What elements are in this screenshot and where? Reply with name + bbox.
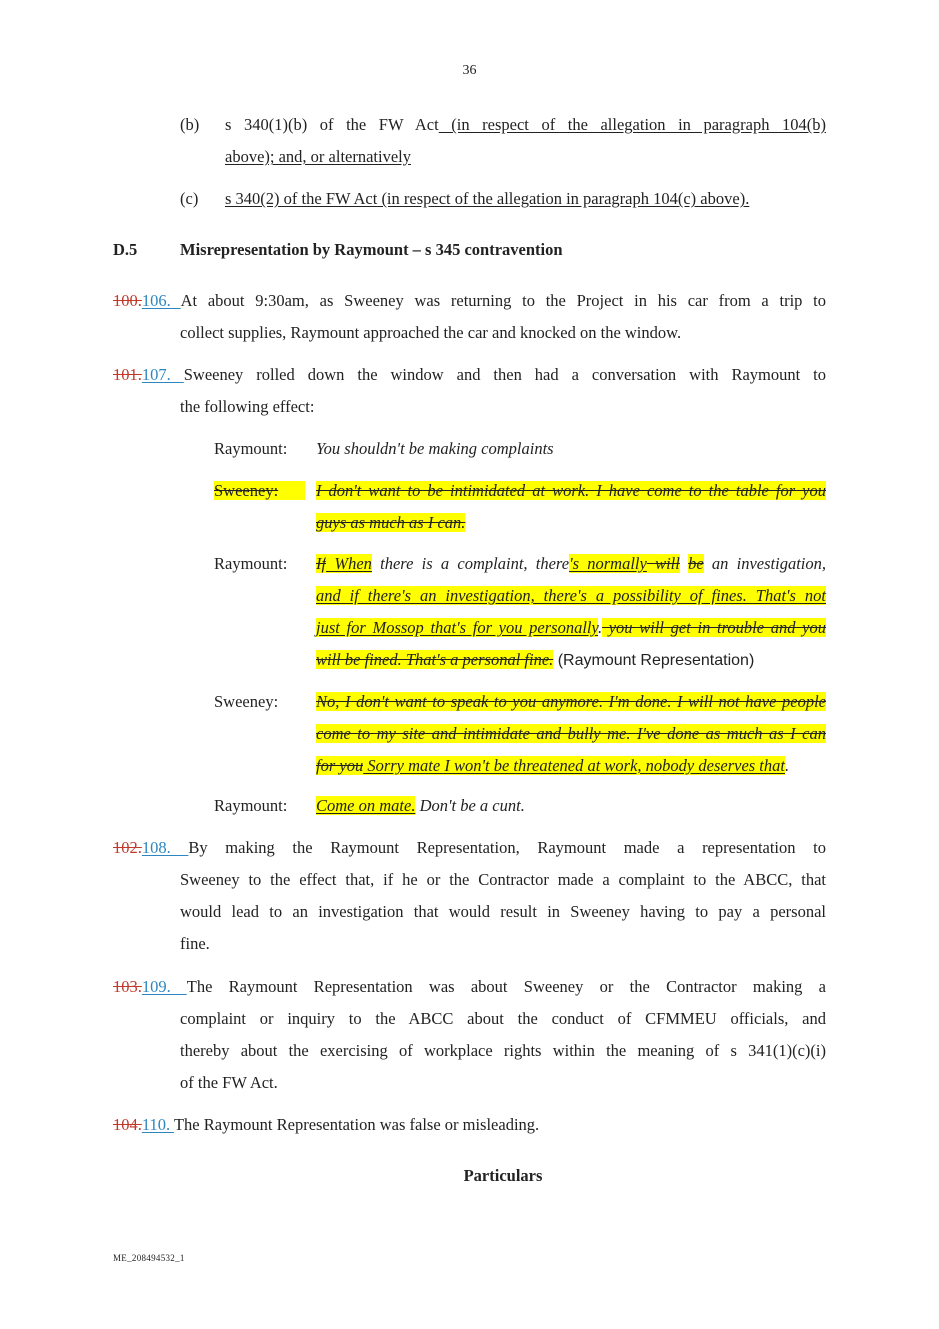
para-109-line3: thereby about the exercising of workplace rights within the meaning of s 341(1)(c)(i) [180, 1041, 826, 1060]
list-item-b-insertion: (in respect of the allegation in paragraph 104(b) [438, 115, 826, 134]
dialogue-speaker-sweeney-2: Sweeney: [214, 692, 279, 711]
dialogue-4-deletion-1: No, I don't want to speak to you anymore. I'm done. I will not have people [316, 692, 826, 711]
particulars-heading: Particulars [463, 1166, 543, 1185]
dialogue-text-4-line2 [316, 718, 826, 750]
dialogue-5-text: Don't be a cunt. [415, 796, 525, 815]
list-item-c-insertion: (in respect of the allegation in paragraph 104(c) above). [377, 189, 750, 208]
dialogue-5-insertion [316, 796, 415, 815]
para-108-old-number: 102. [113, 838, 142, 857]
dialogue-text-2-deleted-cont: guys as much as I can. [316, 513, 466, 532]
para-109-line2: complaint or inquiry to the ABCC about the conduct of CFMMEU officials, and [180, 1009, 826, 1028]
list-item-b-text: s 340(1)(b) of the FW Act [225, 115, 439, 134]
para-107-old-number: 101. [113, 365, 142, 384]
para-109-line4: of the FW Act. [180, 1073, 278, 1092]
para-107-text: Sweeney rolled down the window and then had a conversation with Raymount to [183, 365, 827, 384]
dialogue-speaker-sweeney [214, 475, 305, 507]
para-108-line2: Sweeney to the effect that, if he or the Contractor made a complaint to the ABCC, that [180, 870, 826, 889]
section-number: D.5 [113, 240, 138, 259]
para-107-new-number: 107. [141, 365, 184, 384]
para-108-line1 [113, 832, 826, 864]
dialogue-3-deletion-5: will be fined. That's a personal fine. [316, 650, 554, 669]
defined-term-raymount-representation: (Raymount Representation) [553, 652, 755, 669]
dialogue-text-1 [316, 433, 554, 465]
para-107-line2: the following effect: [180, 397, 315, 416]
dialogue-text-4-line1 [316, 686, 826, 718]
dialogue-4-period: . [784, 756, 790, 775]
para-106-old-number: 100. [113, 291, 142, 310]
para-109-text: The Raymount Representation was about Sweeney or the Contractor making a [186, 977, 827, 996]
list-item-b-line1 [225, 109, 826, 141]
dialogue-text-2-line1 [316, 475, 826, 507]
para-108-new-number: 108. [141, 838, 189, 857]
para-110-old-number: 104. [113, 1115, 142, 1134]
dialogue-3-period: . [597, 618, 603, 637]
dialogue-3-deletion-1: If [316, 554, 327, 573]
dialogue-text-2-deleted: I don't want to be intimidated at work. I have come to the table for you [316, 481, 826, 500]
section-title: Misrepresentation by Raymount – s 345 contravention [180, 240, 563, 259]
para-110-text: The Raymount Representation was false or misleading. [173, 1115, 540, 1134]
dialogue-3-insertion-1 [326, 554, 372, 573]
dialogue-4-insertion [363, 756, 785, 775]
dialogue-4-insertion-text: Sorry mate I won't be threatened at work, nobody deserves that [363, 756, 785, 775]
dialogue-3-insertion-4 [316, 618, 598, 637]
dialogue-3-insertion-4-text: just for Mossop that's for you personally [316, 618, 598, 637]
dialogue-text-1-italic: You shouldn't be making complaints [316, 439, 554, 458]
dialogue-text-3-line4 [316, 644, 754, 677]
para-109-line1 [113, 971, 826, 1003]
dialogue-text-5 [316, 790, 525, 822]
dialogue-speaker-sweeney-text: Sweeney: [214, 481, 305, 500]
para-106-line1 [113, 285, 826, 317]
list-item-label-b: (b) [180, 115, 200, 134]
para-109-old-number: 103. [113, 977, 142, 996]
document-reference-footer: ME_208494532_1 [113, 1253, 185, 1263]
dialogue-3-deletion-3: be [688, 554, 704, 573]
dialogue-3-deletion-2: will [646, 554, 680, 573]
dialogue-3-deletion-4: you will get in trouble and you [602, 618, 826, 637]
dialogue-3-insertion-3-text: and if there's an investigation, there's a possibility of fines. That's not [316, 586, 826, 605]
dialogue-3-text-mid: there is a complaint, there [371, 554, 570, 573]
para-110-new-number: 110. [141, 1115, 174, 1134]
dialogue-3-insertion-2-text: 's normally [569, 554, 647, 573]
dialogue-speaker-raymount-2: Raymount: [214, 554, 288, 573]
para-109-new-number: 109. [141, 977, 187, 996]
dialogue-3-insertion-2 [569, 554, 647, 573]
dialogue-3-insertion-1-text: When [326, 554, 372, 573]
dialogue-4-deletion-2: come to my site and intimidate and bully me. I've done as much as I can [316, 724, 826, 743]
para-106-text: At about 9:30am, as Sweeney was returning to the Project in his car from a trip to [180, 291, 827, 310]
page-number: 36 [462, 63, 477, 78]
list-item-c-text: s 340(2) of the FW Act [225, 189, 378, 208]
dialogue-4-deletion-3: for you [316, 756, 364, 775]
dialogue-text-3-line3 [316, 612, 826, 644]
dialogue-text-3-line1 [316, 548, 826, 580]
list-item-b-line2 [225, 141, 411, 173]
para-106-line2: collect supplies, Raymount approached the car and knocked on the window. [180, 323, 682, 342]
list-item-label-c: (c) [180, 189, 199, 208]
dialogue-3-text-end: an investigation, [703, 554, 827, 573]
para-106-new-number: 106. [141, 291, 181, 310]
dialogue-3-space [680, 554, 688, 573]
dialogue-speaker-raymount: Raymount: [214, 439, 288, 458]
dialogue-5-insertion-text: Come on mate. [316, 796, 416, 815]
dialogue-speaker-raymount-3: Raymount: [214, 796, 288, 815]
para-108-line4: fine. [180, 934, 210, 953]
list-item-c-line [225, 183, 749, 215]
para-107-line1 [113, 359, 826, 391]
para-108-text: By making the Raymount Representation, Raymount made a representation to [188, 838, 826, 857]
list-item-b-insertion-cont: above); and, or alternatively [225, 147, 412, 166]
dialogue-3-insertion-3 [316, 586, 826, 605]
dialogue-text-3-line2 [316, 580, 826, 612]
para-110-line1 [113, 1109, 539, 1141]
dialogue-text-4-line3 [316, 750, 789, 782]
para-108-line3: would lead to an investigation that would result in Sweeney having to pay a personal [180, 902, 826, 921]
dialogue-text-2-line2 [316, 507, 465, 539]
